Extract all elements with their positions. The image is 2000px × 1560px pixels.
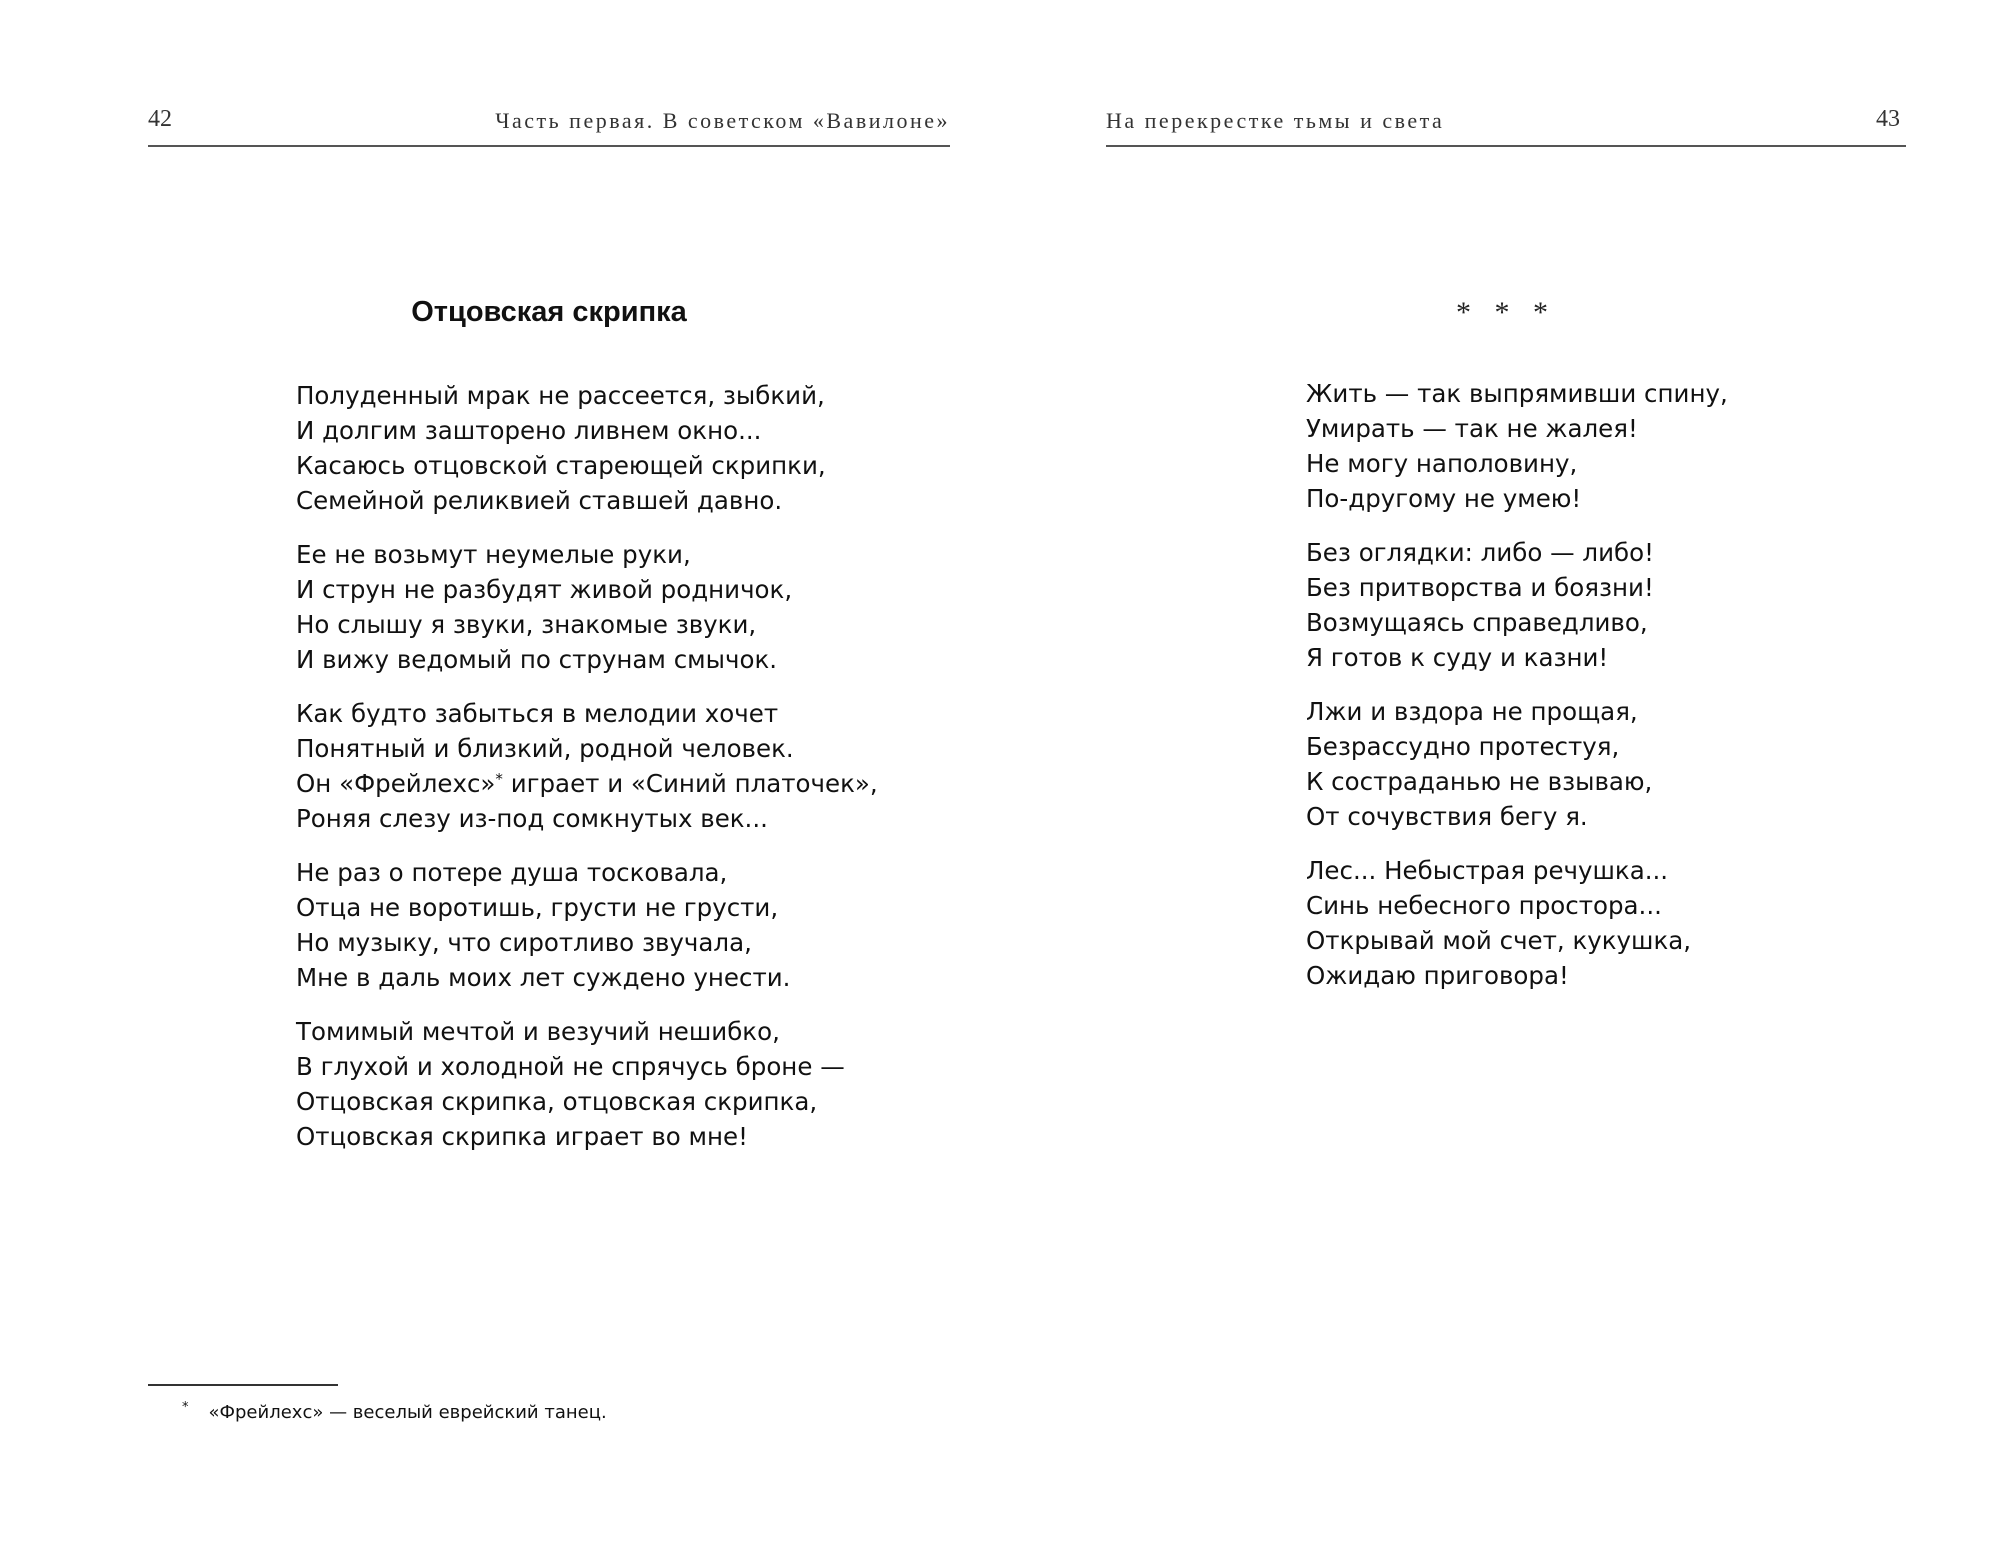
poem-line: Я готов к суду и казни!	[1306, 643, 1609, 672]
header-rule-right	[1106, 145, 1906, 147]
poem-line: Открывай мой счет, кукушка,	[1306, 926, 1692, 955]
poem-line: Томимый мечтой и везучий нешибко,	[296, 1017, 780, 1046]
footnote-rule	[148, 1384, 338, 1386]
running-head-left: Часть первая. В советском «Вавилоне»	[495, 108, 950, 133]
poem-title: Отцовская скрипка	[411, 296, 687, 328]
poem-line: И струн не разбудят живой родничок,	[296, 575, 793, 604]
poem-line: Возмущаясь справедливо,	[1306, 608, 1648, 637]
footnote-marker: *	[495, 770, 503, 788]
poem-line: В глухой и холодной не спрячусь броне —	[296, 1052, 845, 1081]
poem-line-tail: играет и «Синий платочек»,	[502, 769, 878, 798]
poem-line: И вижу ведомый по струнам смычок.	[296, 645, 778, 674]
poem-line: Умирать — так не жалея!	[1306, 414, 1638, 443]
poem-line: Но слышу я звуки, знакомые звуки,	[296, 610, 757, 639]
poem-line-head: Он «Фрейлехс»	[296, 769, 496, 798]
right-page	[1000, 0, 2000, 1560]
footnote	[182, 1402, 607, 1423]
poem-line: Полуденный мрак не рассеется, зыбкий,	[296, 381, 825, 410]
poem-line: Жить — так выпрямивши спину,	[1306, 379, 1728, 408]
poem-line: К состраданью не взываю,	[1306, 767, 1653, 796]
poem-line: От сочувствия бегу я.	[1306, 802, 1588, 831]
stanza	[1306, 535, 1728, 675]
poem-line: Отцовская скрипка, отцовская скрипка,	[296, 1087, 818, 1116]
stanza	[296, 537, 878, 677]
poem-line: Семейной реликвией ставшей давно.	[296, 486, 783, 515]
poem-left	[296, 378, 878, 1173]
poem-line: Отца не воротишь, грусти не грусти,	[296, 893, 779, 922]
poem-right	[1306, 376, 1728, 1012]
stanza	[296, 696, 878, 836]
poem-line: По-другому не умею!	[1306, 484, 1582, 513]
poem-line: Ее не возьмут неумелые руки,	[296, 540, 691, 569]
poem-line: Лжи и вздора не прощая,	[1306, 697, 1638, 726]
poem-line: Лес... Небыстрая речушка...	[1306, 856, 1669, 885]
poem-separator: * * *	[1456, 296, 1556, 329]
poem-line: И долгим зашторено ливнем окно...	[296, 416, 762, 445]
poem-line: Как будто забыться в мелодии хочет	[296, 699, 779, 728]
poem-line: Роняя слезу из-под сомкнутых век...	[296, 804, 768, 833]
running-head-right: На перекрестке тьмы и света	[1106, 108, 1445, 133]
poem-line: Понятный и близкий, родной человек.	[296, 734, 794, 763]
poem-line: Отцовская скрипка играет во мне!	[296, 1122, 748, 1151]
poem-line: Касаюсь отцовской стареющей скрипки,	[296, 451, 826, 480]
header-rule-left	[148, 145, 950, 147]
stanza	[1306, 853, 1728, 993]
poem-line: Мне в даль моих лет суждено унести.	[296, 963, 791, 992]
poem-line: Синь небесного простора...	[1306, 891, 1662, 920]
page-number-right: 43	[1876, 106, 1900, 132]
stanza	[296, 378, 878, 518]
poem-line: Но музыку, что сиротливо звучала,	[296, 928, 752, 957]
stanza	[296, 855, 878, 995]
stanza	[1306, 376, 1728, 516]
poem-line: Безрассудно протестуя,	[1306, 732, 1620, 761]
stanza	[296, 1014, 878, 1154]
stanza	[1306, 694, 1728, 834]
footnote-text: «Фрейлехс» — веселый еврейский танец.	[208, 1402, 607, 1423]
poem-line: Не раз о потере душа тосковала,	[296, 858, 728, 887]
poem-line: Без притворства и боязни!	[1306, 573, 1654, 602]
footnote-marker: *	[182, 1400, 189, 1415]
poem-line: Ожидаю приговора!	[1306, 961, 1569, 990]
poem-line: Не могу наполовину,	[1306, 449, 1578, 478]
page-number-left: 42	[148, 106, 172, 132]
poem-line: Без оглядки: либо — либо!	[1306, 538, 1654, 567]
poem-line-with-footnote	[296, 766, 878, 801]
